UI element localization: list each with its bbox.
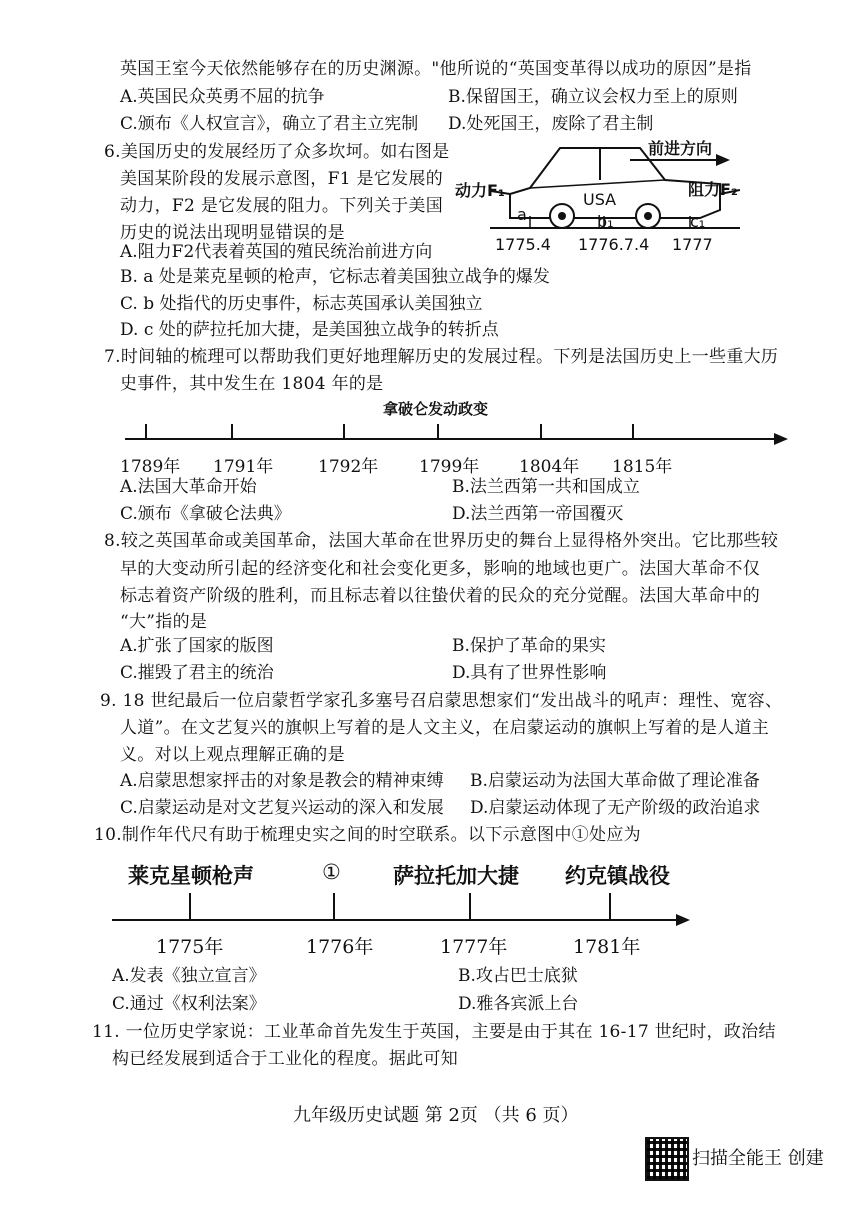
- q5-option-c: C.颁布《人权宣言》，确立了君主立宪制: [120, 114, 419, 134]
- year-label: 1777年: [440, 936, 508, 958]
- q9-stem-line2: 人道”。在文艺复兴的旗帜上写着的是人文主义，在启蒙运动的旗帜上写着的是人道主: [120, 718, 770, 738]
- q7-option-b: B.法兰西第一共和国成立: [452, 477, 640, 497]
- q6-stem-line4: 历史的说法出现明显错误的是: [120, 223, 345, 243]
- q8-stem-line2: 早的大变动所引起的经济变化和社会变化更多，影响的地域也更广。法国大革命不仅: [120, 559, 761, 579]
- q5-option-d: D.处死国王，废除了君主制: [448, 114, 654, 134]
- year-label: 1776年: [306, 936, 374, 958]
- q6-option-c: C. b 处指代的历史事件，标志英国承认美国独立: [120, 294, 483, 314]
- tick-1781: [609, 893, 611, 919]
- mark-b: b₁: [597, 212, 614, 231]
- timeline-axis: [112, 919, 677, 921]
- force-f2-label: 阻力F₂: [688, 180, 738, 199]
- q7-option-a: A.法国大革命开始: [120, 477, 257, 497]
- q10-option-a: A.发表《独立宣言》: [112, 966, 266, 986]
- q7-stem-line2: 史事件，其中发生在 1804 年的是: [120, 374, 384, 394]
- tick-1804: [540, 424, 542, 440]
- q6-stem-line3: 动力，F2 是它发展的阻力。下列关于美国: [120, 196, 444, 216]
- tick-1792: [343, 424, 345, 440]
- year-label: 1775年: [156, 936, 224, 958]
- q6-option-b: B. a 处是莱克星顿的枪声，它标志着美国独立战争的爆发: [120, 267, 550, 287]
- q7-option-c: C.颁布《拿破仑法典》: [120, 504, 291, 524]
- q10-option-d: D.雅各宾派上台: [458, 994, 579, 1014]
- q6-stem-line1: 6.美国历史的发展经历了众多坎坷。如右图是: [104, 142, 450, 162]
- q11-stem-line2: 构已经发展到适合于工业化的程度。据此可知: [112, 1049, 458, 1069]
- scanner-watermark: 扫描全能王 创建: [692, 1148, 824, 1169]
- tick-1791: [231, 424, 233, 440]
- tick-1815: [632, 424, 634, 440]
- year-label: 1792年: [318, 457, 379, 477]
- q9-option-c: C.启蒙运动是对文艺复兴运动的深入和发展: [120, 798, 444, 818]
- qr-code-icon: [645, 1137, 689, 1181]
- arrow-right-icon: [676, 914, 690, 926]
- q8-option-b: B.保护了革命的果实: [452, 636, 606, 656]
- direction-label: 前进方向: [648, 139, 713, 158]
- tick-1776: [333, 893, 335, 919]
- timeline-event-label: 拿破仑发动政变: [383, 400, 489, 418]
- page-footer: 九年级历史试题 第 2页 （共 6 页）: [293, 1105, 579, 1126]
- year-label: 1791年: [213, 457, 274, 477]
- question-5-stem-end: 英国王室今天依然能够存在的历史渊源。"他所说的“英国变革得以成功的原因”是指: [120, 59, 752, 79]
- q9-option-b: B.启蒙运动为法国大革命做了理论准备: [470, 771, 760, 791]
- q10-option-b: B.攻占巴士底狱: [458, 966, 578, 986]
- year-label: 1815年: [612, 457, 673, 477]
- arrow-right-icon: [774, 433, 788, 445]
- q9-stem-line3: 义。对以上观点理解正确的是: [120, 745, 345, 765]
- year-label: 1804年: [519, 457, 580, 477]
- q7-option-d: D.法兰西第一帝国覆灭: [452, 504, 624, 524]
- year-label: 1789年: [120, 457, 181, 477]
- q6-option-d: D. c 处的萨拉托加大捷，是美国独立战争的转折点: [120, 320, 499, 340]
- q8-option-c: C.摧毁了君主的统治: [120, 663, 274, 683]
- event-label: 莱克星顿枪声: [128, 864, 254, 888]
- tick-1775: [189, 893, 191, 919]
- event-label: 约克镇战役: [565, 864, 670, 888]
- direction-arrow-icon: [630, 152, 730, 168]
- q10-option-c: C.通过《权利法案》: [112, 994, 266, 1014]
- q8-stem-line1: 8.较之英国革命或美国革命，法国大革命在世界历史的舞台上显得格外突出。它比那些较: [104, 531, 779, 551]
- event-label: 萨拉托加大捷: [393, 864, 519, 888]
- tick-1799: [437, 424, 439, 440]
- q8-stem-line4: “大”指的是: [120, 612, 208, 632]
- q9-option-d: D.启蒙运动体现了无产阶级的政治追求: [470, 798, 761, 818]
- date-1776: 1776.7.4: [578, 235, 650, 254]
- car-usa-text: USA: [583, 190, 617, 209]
- timeline-axis: [125, 438, 775, 440]
- event-blank-marker: ①: [322, 860, 341, 884]
- q8-option-a: A.扩张了国家的版图: [120, 636, 274, 656]
- q6-stem-line2: 美国某阶段的发展示意图，F1 是它发展的: [120, 169, 444, 189]
- tick-1777: [469, 893, 471, 919]
- q8-option-d: D.具有了世界性影响: [452, 663, 607, 683]
- q7-stem-line1: 7.时间轴的梳理可以帮助我们更好地理解历史的发展过程。下列是法国历史上一些重大历: [104, 347, 779, 367]
- date-1775: 1775.4: [495, 235, 551, 254]
- q11-stem-line1: 11. 一位历史学家说：工业革命首先发生于英国，主要是由于其在 16-17 世纪时，政治结: [92, 1022, 776, 1042]
- date-1777: 1777: [672, 235, 713, 254]
- q5-option-b: B.保留国王，确立议会权力至上的原则: [448, 87, 738, 107]
- tick-1789: [145, 424, 147, 440]
- q9-stem-line1: 9. 18 世纪最后一位启蒙哲学家孔多塞号召启蒙思想家们“发出战斗的吼声：理性、宽容、: [100, 691, 783, 711]
- year-label: 1781年: [573, 936, 641, 958]
- year-label: 1799年: [419, 457, 480, 477]
- mark-c: c₁: [690, 212, 706, 231]
- q8-stem-line3: 标志着资产阶级的胜利，而且标志着以往蛰伏着的民众的充分觉醒。法国大革命中的: [120, 586, 761, 606]
- q6-option-a: A.阻力F2代表着英国的殖民统治前进方向: [120, 242, 433, 262]
- mark-a: a: [517, 205, 527, 224]
- q9-option-a: A.启蒙思想家抨击的对象是教会的精神束缚: [120, 771, 444, 791]
- force-f1-label: 动力F₁: [455, 181, 505, 200]
- q5-option-a: A.英国民众英勇不屈的抗争: [120, 87, 325, 107]
- q10-stem: 10.制作年代尺有助于梳理史实之间的时空联系。以下示意图中①处应为: [94, 825, 641, 845]
